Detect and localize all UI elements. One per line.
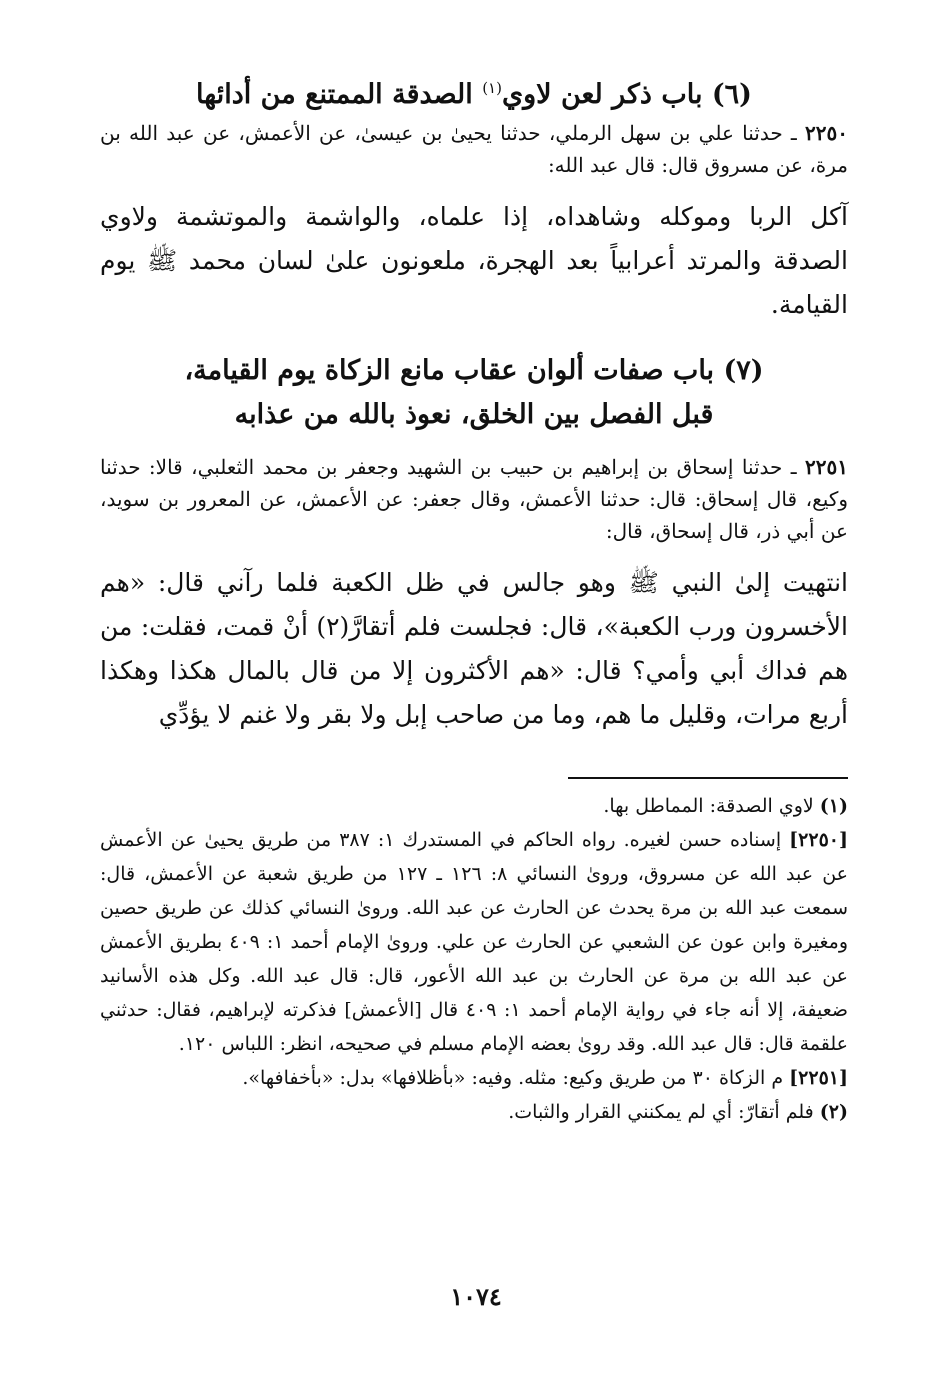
heading-text-rest: الصدقة الممتنع من أدائها — [196, 79, 483, 110]
hadith-number: ٢٢٥٠ — [805, 121, 848, 145]
footnote-2251 — [100, 1061, 848, 1095]
footnote-label: [٢٢٥٠] — [789, 829, 848, 851]
heading-line-2: قبل الفصل بين الخلق، نعوذ بالله من عذابه — [234, 399, 714, 430]
footnote-1 — [100, 789, 848, 823]
hadith-2250-isnad — [100, 117, 848, 181]
footnote-2 — [100, 1095, 848, 1129]
footnote-text: لاوي الصدقة: المماطل بها. — [603, 795, 820, 817]
footnote-text: فلم أتقارّ: أي لم يمكنني القرار والثبات. — [508, 1101, 820, 1123]
footnote-separator — [568, 777, 848, 779]
footnote-marker: (١) — [482, 79, 502, 97]
chapter-heading-6 — [100, 66, 848, 117]
footnote-label: [٢٢٥١] — [789, 1067, 848, 1089]
footnote-2250 — [100, 823, 848, 1061]
isnad-text: ـ حدثنا إسحاق بن إبراهيم بن حبيب بن الشهيد وجعفر بن محمد الثعلبي، قالا: حدثنا وكيع، قال إسحاق: قال: حدثنا الأعمش، وقال جعفر: عن الأعمش، عن المعرور بن سويد، عن أبي ذر، قال إسحاق، قال: — [100, 455, 848, 543]
chapter-heading-7 — [100, 349, 848, 437]
heading-line-1: (٧) باب صفات ألوان عقاب مانع الزكاة يوم القيامة، — [184, 355, 764, 386]
page-number: ١٠٧٤ — [450, 1282, 502, 1311]
hadith-2251-matn: انتهيت إلىٰ النبي ﷺ وهو جالس في ظل الكعبة فلما رآني قال: «هم الأخسرون ورب الكعبة»، قال: فجلست فلم أتقارَّ(٢) أنْ قمت، فقلت: من هم فداك أبي وأمي؟ قال: «هم الأكثرون إلا من قال بالمال هكذا وهكذا أربع مرات، وقليل ما هم، وما من صاحب إبل ولا بقر ولا غنم لا يؤدِّي — [100, 568, 848, 729]
isnad-text: ـ حدثنا علي بن سهل الرملي، حدثنا يحيىٰ بن عيسىٰ، عن الأعمش، عن عبد الله بن مرة، عن مسروق قال: قال عبد الله: — [100, 121, 848, 177]
footnote-label: (١) — [819, 795, 848, 817]
hadith-2250-matn: آكل الربا وموكله وشاهداه، إذا علماه، والواشمة والموتشمة ولاوي الصدقة والمرتد أعرابياً بعد الهجرة، ملعونون علىٰ لسان محمد ﷺ يوم القيامة. — [100, 202, 848, 319]
footnote-label: (٢) — [819, 1101, 848, 1123]
footnote-text: م الزكاة ٣٠ من طريق وكيع: مثله. وفيه: «بأظلافها» بدل: «بأخفافها». — [242, 1067, 790, 1089]
footnotes — [100, 789, 848, 1129]
heading-text: (٦) باب ذكر لعن لاوي — [501, 79, 752, 110]
footnote-text: إسناده حسن لغيره. رواه الحاكم في المستدرك ١: ٣٨٧ من طريق يحيىٰ عن الأعمش عن عبد الله عن مسروق، وروىٰ النسائي ٨: ١٢٦ ـ ١٢٧ من طريق شعبة عن الأعمش، قال: سمعت عبد الله بن مرة يحدث عن الحارث عن عبد الله. وروىٰ النسائي كذلك عن طريق حصين ومغيرة وابن عون عن الشعبي عن الحارث عن علي. وروىٰ الإمام أحمد ١: ٤٠٩ بطريق الأعمش عن عبد الله بن مرة عن الحارث بن عبد الله الأعور، قال: قال عبد الله. وكل هذه الأسانيد ضعيفة، إلا أنه جاء في رواية الإمام أحمد ١: ٤٠٩ قال [الأعمش] فذكرته لإبراهيم، فقال: حدثني علقمة قال: قال عبد الله. وقد روىٰ بعضه الإمام مسلم في صحيحه، انظر: اللباس ١٢٠. — [100, 829, 849, 1055]
hadith-number: ٢٢٥١ — [805, 455, 848, 479]
hadith-2251-isnad — [100, 451, 848, 547]
